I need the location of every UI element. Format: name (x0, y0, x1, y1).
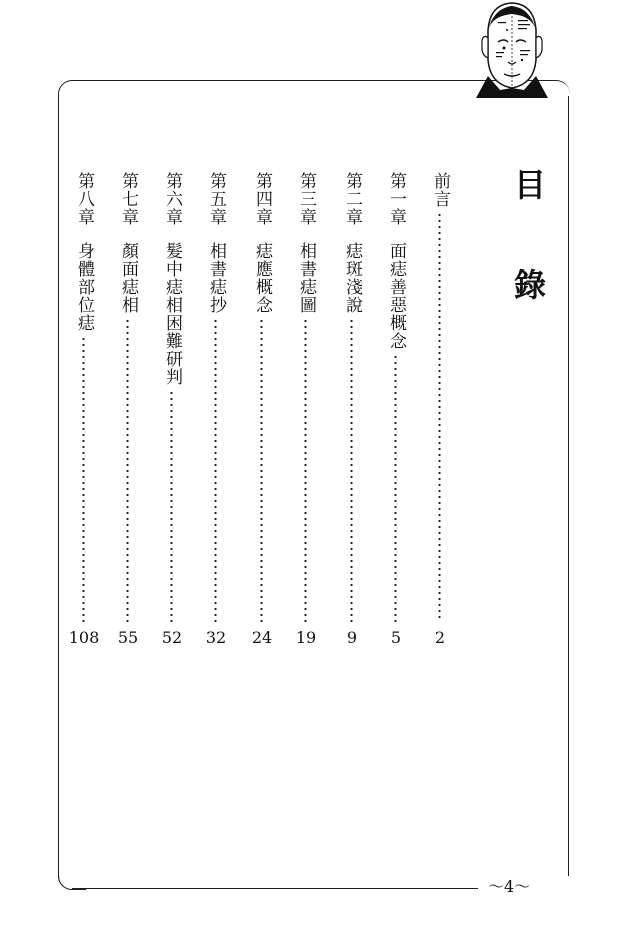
toc-entry[interactable] (428, 172, 452, 652)
chapter-number: 第六章 (162, 172, 182, 226)
chapter-number: 第八章 (74, 172, 94, 226)
toc-entry[interactable] (384, 172, 408, 652)
leader-dots (82, 336, 85, 622)
chapter-title: 面痣善惡概念 (386, 242, 406, 350)
leader-dots (304, 318, 307, 622)
toc-entry[interactable] (204, 172, 228, 652)
page-number: ～4～ (488, 877, 531, 896)
toc-page-number: 24 (251, 628, 273, 647)
chapter-number: 第五章 (206, 172, 226, 226)
toc-entry-text (384, 172, 408, 350)
chapter-title: 前言 (430, 172, 450, 208)
chapter-number: 第三章 (296, 172, 316, 226)
leader-dots (350, 318, 353, 622)
toc-entry-text (340, 172, 364, 314)
chapter-title: 顏面痣相 (118, 242, 138, 314)
toc-entry[interactable] (340, 172, 364, 652)
leader-dots (260, 318, 263, 622)
chapter-title: 身體部位痣 (74, 242, 94, 332)
chapter-title: 髮中痣相困難研判 (162, 242, 182, 386)
toc-page-number: 55 (117, 628, 139, 647)
leader-dots (214, 318, 217, 622)
toc-page-number: 5 (390, 628, 402, 647)
toc-entry[interactable] (294, 172, 318, 652)
toc-entry[interactable] (250, 172, 274, 652)
toc-entry[interactable] (68, 172, 100, 652)
frame-right-edge (568, 96, 569, 876)
chapter-number: 第二章 (342, 172, 362, 226)
toc-page-number: 108 (68, 628, 100, 647)
chapter-number: 第四章 (252, 172, 272, 226)
leader-dots (126, 318, 129, 622)
page-title: 目 錄 (509, 168, 547, 318)
toc-entry-text (204, 172, 228, 314)
frame-corner (58, 860, 86, 890)
leader-dots (170, 390, 173, 622)
toc-entry-text (428, 172, 452, 208)
chapter-title: 相書痣抄 (206, 242, 226, 314)
toc-page-number: 32 (205, 628, 227, 647)
toc-page-number: 52 (161, 628, 183, 647)
chapter-number: 第七章 (118, 172, 138, 226)
face-chart-icon (474, 0, 550, 98)
toc-entry-text (72, 172, 96, 332)
toc-entry-text (160, 172, 184, 386)
chapter-title: 痣斑淺說 (342, 242, 362, 314)
toc-entry-text (250, 172, 274, 314)
chapter-number: 第一章 (386, 172, 406, 226)
toc-entry[interactable] (116, 172, 140, 652)
toc-entry-text (294, 172, 318, 314)
toc-entry[interactable] (160, 172, 184, 652)
toc-entry-text (116, 172, 140, 314)
chapter-title: 相書痣圖 (296, 242, 316, 314)
toc-page-number: 2 (434, 628, 446, 647)
frame-bottom-edge (72, 888, 478, 889)
chapter-title: 痣應概念 (252, 242, 272, 314)
leader-dots (394, 354, 397, 622)
leader-dots (438, 212, 441, 622)
toc-page-number: 19 (295, 628, 317, 647)
toc-page-number: 9 (346, 628, 358, 647)
